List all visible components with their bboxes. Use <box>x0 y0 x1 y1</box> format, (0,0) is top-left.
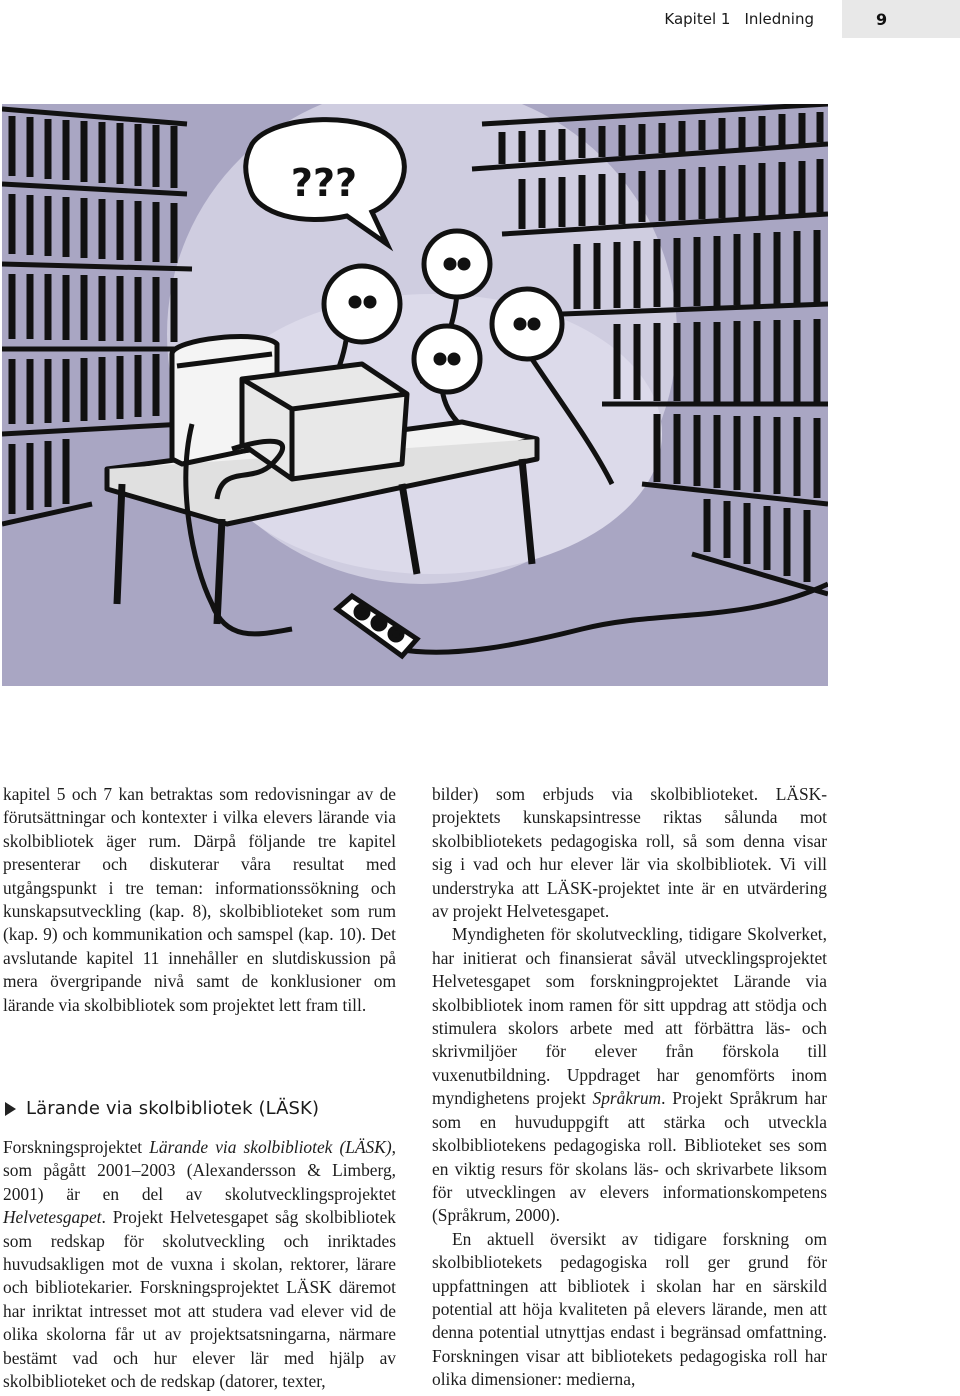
left-paragraph-1: kapitel 5 och 7 kan betraktas som redovisningar av de förutsättningar och kontexter i vilka elevers lärande via skolbibliotek äger rum. Därpå följande tre kapitel presenterar och diskuterar våra resultat med utgångspunkt i tre teman: informationssökning och kunskapsutveckling (kap. 8), skolbiblioteket som rum (kap. 9) och kommunikation och samspel (kap. 10). Det avslutande kapitel 11 innehåller en slutdiskussion på mera övergripande nivå samt de konklusioner om lärande via skolbibliotek som projektet lett fram till. <box>3 784 396 1015</box>
chapter-label <box>664 10 814 28</box>
right-paragraph-2 <box>432 923 827 1227</box>
library-illustration <box>2 104 828 686</box>
monitor <box>242 364 407 479</box>
left-paragraph-2 <box>3 1136 396 1393</box>
chapter-number: Kapitel 1 <box>664 10 731 28</box>
question-marks: ??? <box>290 161 358 205</box>
running-header <box>664 0 960 38</box>
child-head-3 <box>414 326 480 392</box>
section-heading <box>3 1098 319 1119</box>
left-p2-text-b: , som pågått 2001–2003 (Alexandersson & Limberg, 2001) är en del av skolutvecklingsprojektet <box>3 1137 397 1204</box>
project-title-lask: Lärande via skolbibliotek (LÄSK) <box>149 1137 392 1157</box>
triangle-bullet-icon <box>5 1102 16 1116</box>
left-p2-text-a: Forskningsprojektet <box>3 1137 150 1157</box>
right-column <box>432 783 827 1392</box>
child-head-4 <box>492 289 562 359</box>
right-p2-text-b: . Projekt Språkrum har som en huvuduppgift att stärka och utveckla skolbibliotekens pedagogiska roll. Biblioteket ses som en viktig resurs för skolans läs- och skrivarbete liksom för utvecklingen av elevers informationskompetens (Språkrum, 2000). <box>432 1088 827 1226</box>
right-p2-text-a: Myndigheten för skolutveckling, tidigare Skolverket, har initierat och finansierat såväl utvecklingsprojektet Helvetesgapet som forskningprojektet Lärande via skolbibliotek inom ramen för sitt uppdrag att stödja och stimulera skolors arbete med att förbättra läs- och skrivmiljöer för elever från förskola till vuxenutbildning. Uppdraget har genomförts inom myndighetens projekt <box>432 924 827 1109</box>
section-heading-text: Lärande via skolbibliotek (LÄSK) <box>26 1098 320 1119</box>
project-title-helvetesgapet: Helvetesgapet <box>3 1207 102 1228</box>
left-column-lower <box>3 1136 396 1393</box>
page-number: 9 <box>842 0 960 38</box>
chapter-title: Inledning <box>744 10 814 28</box>
child-head-2 <box>424 231 490 297</box>
right-paragraph-1: bilder) som erbjuds via skolbiblioteket. LÄSK-projektets kunskapsintresse riktas sålunda mot skolbibliotekets pedagogiska roll, så som denna visar sig i vad och hur elever lär via skolbibliotek. Vi vill understryka att LÄSK-projektet inte är en utvärdering av projekt Helvetesgapet. <box>432 784 827 922</box>
right-paragraph-3: En aktuell översikt av tidigare forskning om skolbibliotekets pedagogiska roll ger grund för uppfattningen att bibliotek i skolan har en särskild potential att höja kvaliteten på elevers lärande, men att denna potential utnyttjas endast i begränsad omfattning. Forskningen visar att bibliotekets pedagogiska roll har olika dimensioner: medierna, <box>432 1228 827 1390</box>
left-p2-text-c: . Projekt Helvetesgapet såg skolbibliotek som redskap för skolutveckling och inriktades huvudsakligen mot de vuxna i skolan, rektorer, lärare och bibliotekarier. Forskningsprojektet LÄSK däremot har inriktat intresset mot att studera vad elever vid de olika skolorna får ut av projektsatsningarna, närmare bestämt vad och hur elever lär med hjälp av skolbiblioteket och de redskap (datorer, texter, <box>3 1207 396 1392</box>
child-head-1 <box>324 266 400 342</box>
project-title-sprakrum: Språkrum <box>592 1088 662 1109</box>
left-column <box>3 783 396 1017</box>
